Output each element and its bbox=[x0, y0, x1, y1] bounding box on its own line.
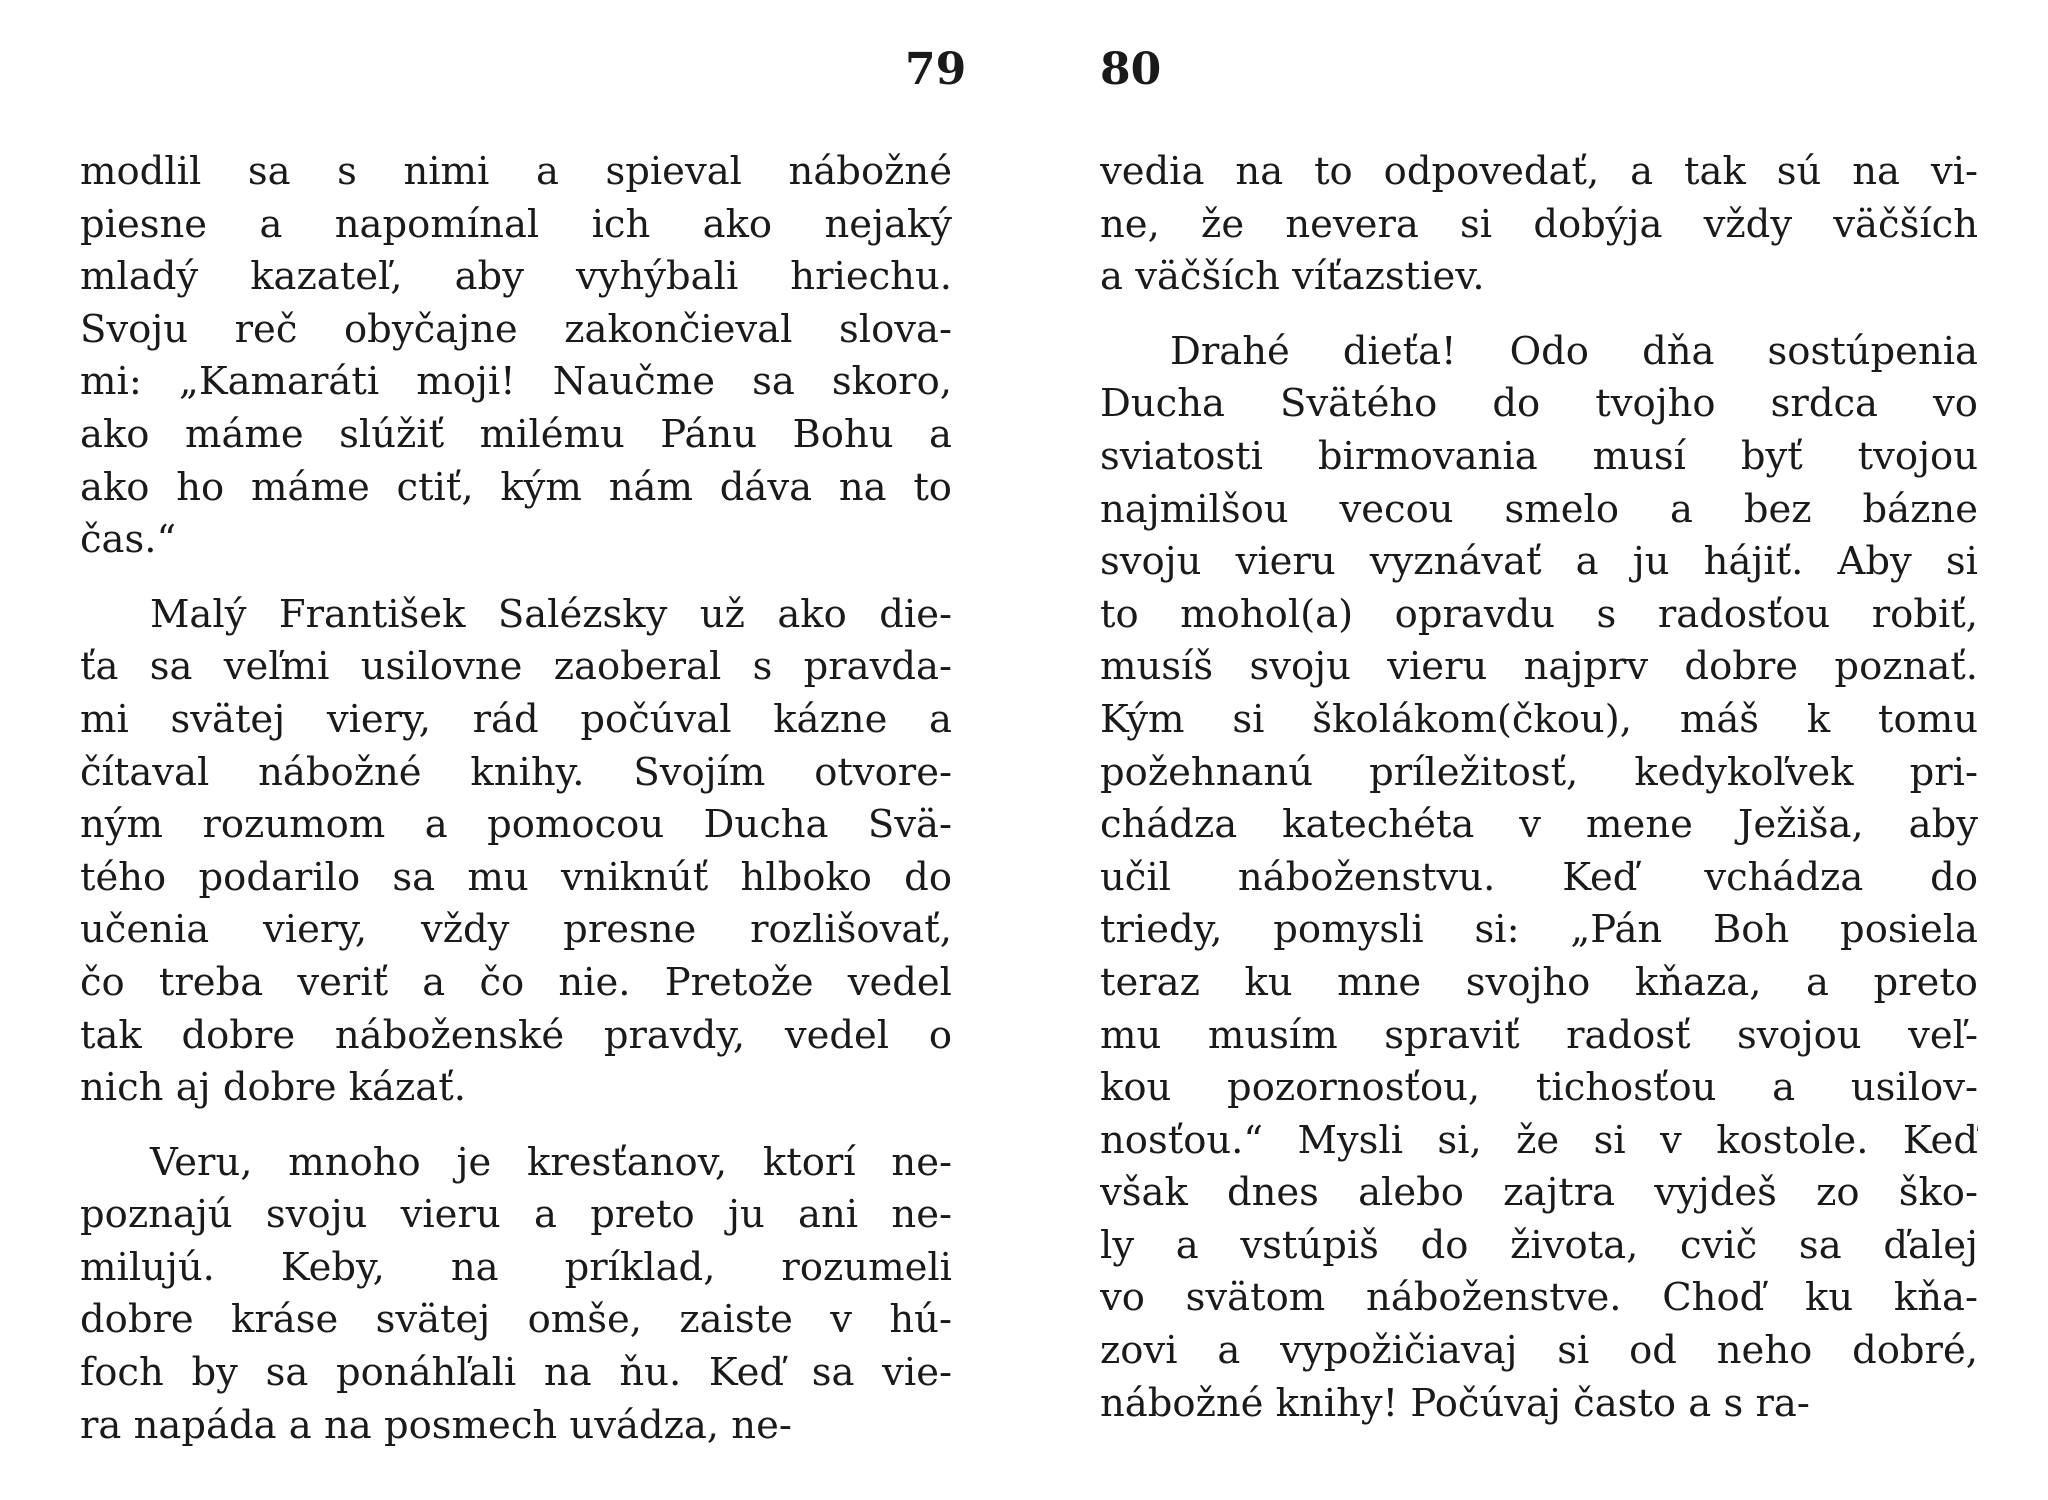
text-line: piesne a napomínal ich ako nejaký bbox=[80, 201, 952, 247]
paragraph bbox=[80, 146, 952, 567]
text-line: kou pozornosťou, tichosťou a usilov- bbox=[1100, 1065, 1978, 1111]
text-line: nich aj dobre kázať. bbox=[80, 1065, 466, 1111]
text-line: najmilšou vecou smelo a bez bázne bbox=[1100, 486, 1978, 532]
text-line: ťa sa veľmi usilovne zaoberal s pravda- bbox=[80, 644, 952, 690]
text-line: to mohol(a) opravdu s radosťou robiť, bbox=[1100, 591, 1978, 637]
text-line: poznajú svoju vieru a preto ju ani ne- bbox=[80, 1192, 952, 1238]
text-line: a väčších víťazstiev. bbox=[1100, 254, 1485, 300]
text-line: Veru, mnoho je kresťanov, ktorí ne- bbox=[150, 1139, 952, 1185]
text-line: ako ho máme ctiť, kým nám dáva na to bbox=[80, 464, 952, 510]
text-line: požehnanú príležitosť, kedykoľvek pri- bbox=[1100, 749, 1978, 795]
text-line: učil náboženstvu. Keď vchádza do bbox=[1100, 854, 1978, 900]
text-line: ly a vstúpiš do života, cvič sa ďalej bbox=[1100, 1222, 1978, 1268]
text-line: zovi a vypožičiavaj si od neho dobré, bbox=[1100, 1328, 1978, 1374]
text-line: svoju vieru vyznávať a ju hájiť. Aby si bbox=[1100, 539, 1978, 585]
text-line: Drahé dieťa! Odo dňa sostúpenia bbox=[1170, 328, 1978, 374]
text-line: mi: „Kamaráti moji! Naučme sa skoro, bbox=[80, 359, 952, 405]
text-line: Malý František Salézsky už ako die- bbox=[150, 591, 952, 637]
text-line: mu musím spraviť radosť svojou veľ- bbox=[1100, 1012, 1978, 1058]
text-line: Svoju reč obyčajne zakončieval slova- bbox=[80, 306, 952, 352]
left-page-text bbox=[80, 146, 952, 1452]
right-page-text bbox=[1100, 146, 1978, 1430]
text-line: vo svätom náboženstve. Choď ku kňa- bbox=[1100, 1275, 1978, 1321]
paragraph bbox=[1100, 146, 1978, 304]
text-line: nosťou.“ Mysli si, že si v kostole. Keď bbox=[1100, 1117, 1978, 1163]
text-line: nábožné knihy! Počúvaj často a s ra- bbox=[1100, 1380, 1810, 1426]
text-line: ako máme slúžiť milému Pánu Bohu a bbox=[80, 411, 952, 457]
paragraph bbox=[1100, 326, 1978, 1430]
text-line: ným rozumom a pomocou Ducha Svä- bbox=[80, 802, 952, 848]
text-line: musíš svoju vieru najprv dobre poznať. bbox=[1100, 644, 1978, 690]
paragraph-gap bbox=[1100, 304, 1978, 326]
paragraph bbox=[80, 589, 952, 1115]
text-line: mi svätej viery, rád počúval kázne a bbox=[80, 696, 952, 742]
text-line: vedia na to odpovedať, a tak sú na vi- bbox=[1100, 149, 1978, 194]
text-line: učenia viery, vždy presne rozlišovať, bbox=[80, 907, 952, 953]
paragraph-gap bbox=[80, 567, 952, 589]
text-line: čo treba veriť a čo nie. Pretože vedel bbox=[80, 959, 952, 1005]
text-line: Kým si školákom(čkou), máš k tomu bbox=[1100, 696, 1978, 742]
text-line: tak dobre náboženské pravdy, vedel o bbox=[80, 1012, 952, 1058]
text-line: foch by sa ponáhľali na ňu. Keď sa vie- bbox=[80, 1350, 952, 1396]
text-line: ne, že nevera si dobýja vždy väčších bbox=[1100, 201, 1978, 247]
text-line: milujú. Keby, na príklad, rozumeli bbox=[80, 1244, 952, 1290]
text-line: mladý kazateľ, aby vyhýbali hriechu. bbox=[80, 254, 952, 300]
text-line: však dnes alebo zajtra vyjdeš zo ško- bbox=[1100, 1170, 1978, 1216]
paragraph-gap bbox=[80, 1115, 952, 1137]
paragraph bbox=[80, 1137, 952, 1453]
text-line: sviatosti birmovania musí byť tvojou bbox=[1100, 433, 1978, 479]
text-line: Ducha Svätého do tvojho srdca vo bbox=[1100, 381, 1978, 427]
text-line: chádza katechéta v mene Ježiša, aby bbox=[1100, 802, 1978, 848]
text-line: teraz ku mne svojho kňaza, a preto bbox=[1100, 959, 1978, 1005]
text-line: triedy, pomysli si: „Pán Boh posiela bbox=[1100, 907, 1978, 953]
text-line: ra napáda a na posmech uvádza, ne- bbox=[80, 1402, 792, 1448]
text-line: modlil sa s nimi a spieval nábožné bbox=[80, 149, 952, 194]
text-line: tého podarilo sa mu vniknúť hlboko do bbox=[80, 854, 952, 900]
page-number-left: 79 bbox=[905, 44, 967, 95]
text-line: dobre kráse svätej omše, zaiste v hú- bbox=[80, 1297, 952, 1343]
text-line: čas.“ bbox=[80, 517, 177, 563]
page-number-right: 80 bbox=[1100, 44, 1162, 95]
text-line: čítaval nábožné knihy. Svojím otvore- bbox=[80, 749, 952, 795]
